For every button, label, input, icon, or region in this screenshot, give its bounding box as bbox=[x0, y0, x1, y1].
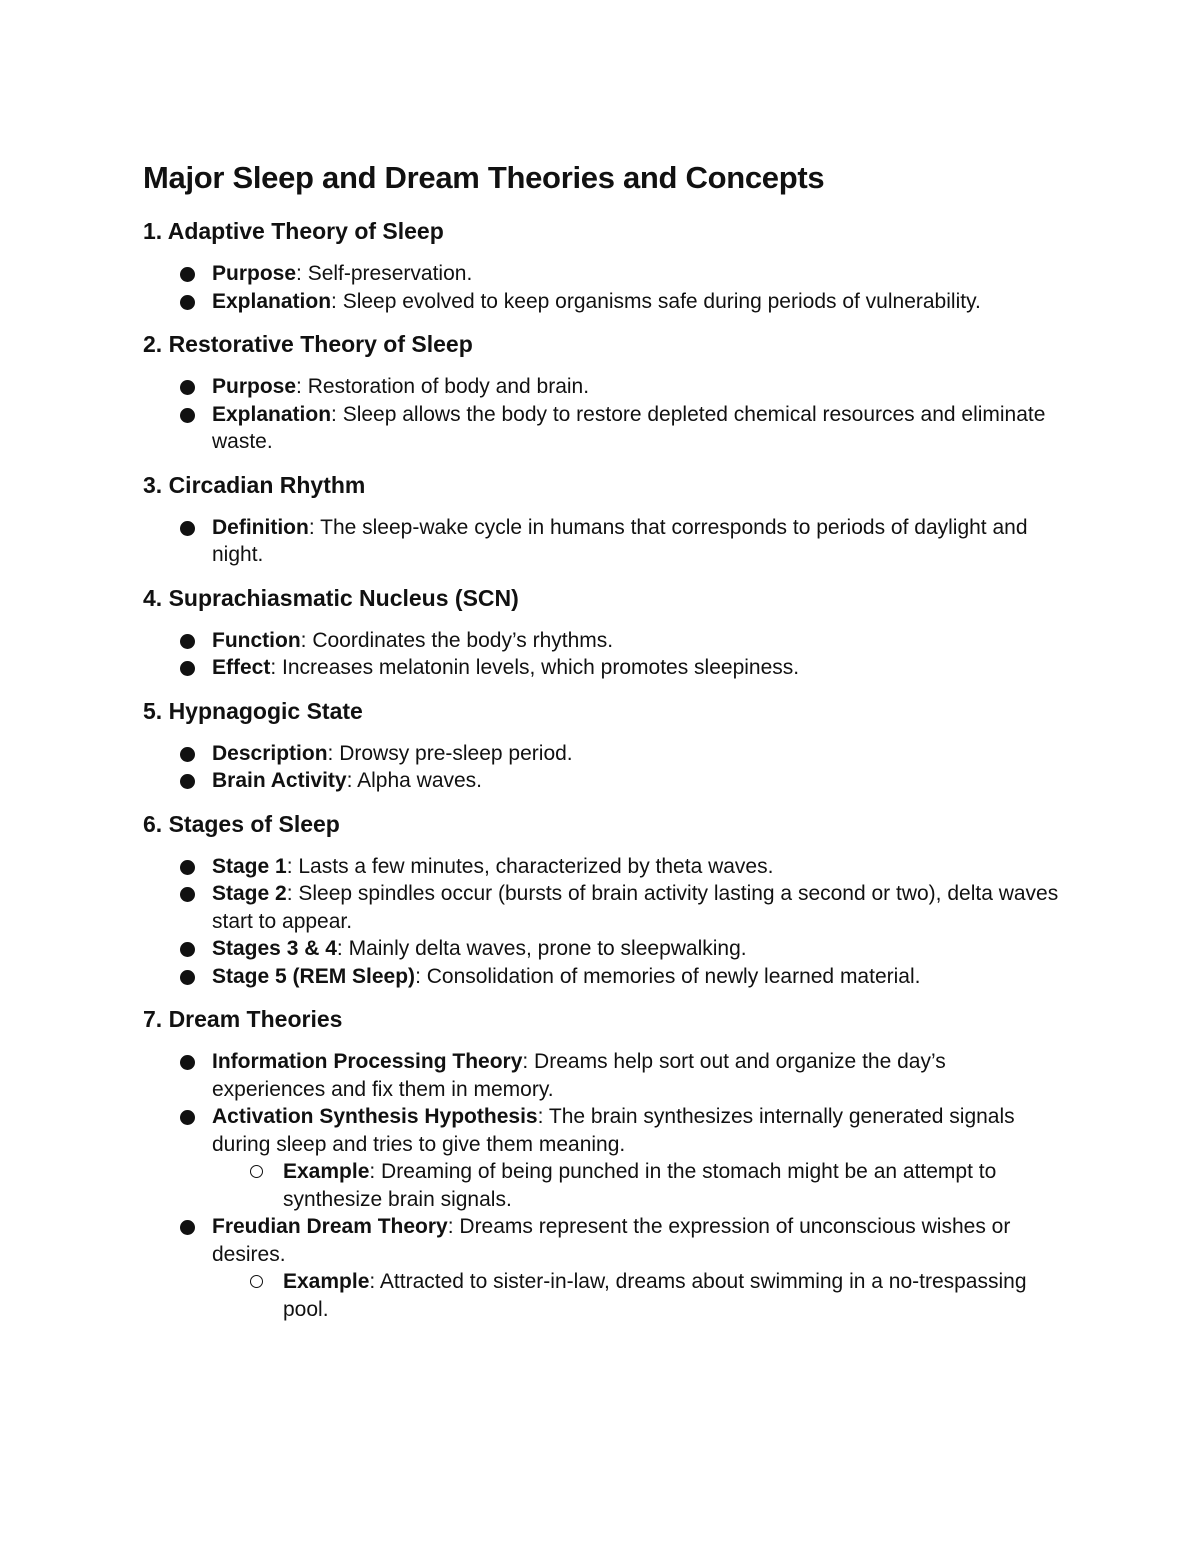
item-term: Definition bbox=[212, 515, 309, 539]
bullet-dot-icon bbox=[180, 942, 195, 957]
item-term: Stage 1 bbox=[212, 854, 287, 878]
item-term: Explanation bbox=[212, 289, 332, 313]
section-heading: 7. Dream Theories bbox=[143, 1006, 343, 1032]
sub-list-item bbox=[212, 1268, 1063, 1323]
item-text: : Dreams represent the expression of unconscious wishes or desires. bbox=[212, 1215, 1011, 1266]
bullet-list bbox=[143, 1048, 1063, 1323]
bullet-list bbox=[143, 740, 1063, 795]
item-text: : Drowsy pre-sleep period. bbox=[327, 741, 573, 765]
list-item bbox=[143, 260, 1063, 288]
section-adaptive-theory bbox=[143, 216, 1063, 315]
bullet-dot-icon bbox=[180, 634, 195, 649]
bullet-dot-icon bbox=[180, 1110, 195, 1125]
list-item bbox=[143, 880, 1063, 935]
list-item bbox=[143, 373, 1063, 401]
bullet-list bbox=[143, 853, 1063, 991]
section-circadian-rhythm bbox=[143, 470, 1063, 569]
item-term: Example bbox=[283, 1160, 370, 1183]
list-item bbox=[143, 1213, 1063, 1323]
list-item bbox=[143, 767, 1063, 795]
bullet-ring-icon bbox=[250, 1165, 263, 1178]
section-heading: 4. Suprachiasmatic Nucleus (SCN) bbox=[143, 584, 519, 611]
sub-bullet-list bbox=[212, 1268, 1063, 1323]
sub-list-item bbox=[212, 1158, 1063, 1213]
item-term: Description bbox=[212, 741, 328, 765]
item-text: : Sleep allows the body to restore depleted chemical resources and eliminate waste. bbox=[212, 402, 1046, 453]
section-dream-theories bbox=[143, 1004, 1063, 1323]
bullet-dot-icon bbox=[180, 774, 195, 789]
bullet-dot-icon bbox=[180, 1220, 195, 1235]
section-hypnagogic-state bbox=[143, 696, 1063, 795]
list-item bbox=[143, 935, 1063, 963]
bullet-dot-icon bbox=[180, 267, 195, 282]
item-term: Freudian Dream Theory bbox=[212, 1215, 448, 1238]
item-text: : The brain synthesizes internally generated signals during sleep and tries to give them meaning. bbox=[212, 1105, 1015, 1156]
item-term: Purpose bbox=[212, 375, 297, 398]
item-text: : Coordinates the body’s rhythms. bbox=[300, 628, 614, 652]
bullet-list bbox=[143, 373, 1063, 456]
item-term: Information Processing Theory bbox=[212, 1050, 523, 1073]
item-text: : Sleep evolved to keep organisms safe during periods of vulnerability. bbox=[331, 289, 981, 313]
bullet-dot-icon bbox=[180, 295, 195, 310]
bullet-dot-icon bbox=[180, 661, 195, 676]
section-heading: 5. Hypnagogic State bbox=[143, 697, 363, 724]
item-text: : Sleep spindles occur (bursts of brain activity lasting a second or two), delta waves start to appear. bbox=[212, 882, 1059, 933]
item-text: : Self-preservation. bbox=[296, 262, 473, 285]
item-text: : Dreams help sort out and organize the day’s experiences and fix them in memory. bbox=[212, 1050, 946, 1101]
item-text: : Mainly delta waves, prone to sleepwalking. bbox=[336, 937, 747, 960]
section-scn bbox=[143, 583, 1063, 682]
bullet-dot-icon bbox=[180, 1055, 195, 1070]
item-term: Stage 2 bbox=[212, 882, 287, 905]
item-text: : Consolidation of memories of newly learned material. bbox=[415, 964, 921, 988]
item-term: Activation Synthesis Hypothesis bbox=[212, 1105, 538, 1128]
bullet-dot-icon bbox=[180, 860, 195, 875]
item-text: : The sleep-wake cycle in humans that corresponds to periods of daylight and night. bbox=[212, 515, 1028, 566]
item-text: : Alpha waves. bbox=[346, 769, 483, 792]
list-item bbox=[143, 1048, 1063, 1103]
document-title: Major Sleep and Dream Theories and Concepts bbox=[143, 160, 825, 195]
list-item bbox=[143, 514, 1063, 569]
item-term: Brain Activity bbox=[212, 769, 347, 792]
bullet-list bbox=[143, 627, 1063, 682]
section-heading: 3. Circadian Rhythm bbox=[143, 471, 366, 498]
list-item bbox=[143, 853, 1063, 881]
bullet-dot-icon bbox=[180, 747, 195, 762]
list-item bbox=[143, 1103, 1063, 1213]
section-heading: 1. Adaptive Theory of Sleep bbox=[143, 218, 444, 244]
item-term: Stage 5 (REM Sleep) bbox=[212, 964, 416, 988]
bullet-list bbox=[143, 260, 1063, 315]
item-text: : Lasts a few minutes, characterized by theta waves. bbox=[286, 854, 774, 878]
bullet-dot-icon bbox=[180, 521, 195, 536]
list-item bbox=[143, 288, 1063, 316]
document-page bbox=[143, 158, 1063, 1337]
bullet-ring-icon bbox=[250, 1275, 263, 1288]
item-term: Stages 3 & 4 bbox=[212, 937, 337, 960]
section-restorative-theory bbox=[143, 329, 1063, 456]
item-term: Purpose bbox=[212, 262, 297, 285]
item-term: Effect bbox=[212, 656, 271, 679]
bullet-dot-icon bbox=[180, 408, 195, 423]
bullet-dot-icon bbox=[180, 970, 195, 985]
list-item bbox=[143, 740, 1063, 768]
sub-bullet-list bbox=[212, 1158, 1063, 1213]
list-item bbox=[143, 963, 1063, 991]
item-text: : Increases melatonin levels, which promotes sleepiness. bbox=[270, 656, 800, 679]
section-heading: 6. Stages of Sleep bbox=[143, 810, 340, 837]
item-text: : Restoration of body and brain. bbox=[296, 375, 590, 398]
bullet-list bbox=[143, 514, 1063, 569]
item-term: Explanation bbox=[212, 402, 332, 426]
list-item bbox=[143, 654, 1063, 682]
list-item bbox=[143, 401, 1063, 456]
item-term: Function bbox=[212, 628, 301, 652]
item-text: : Attracted to sister-in-law, dreams about swimming in a no-trespassing pool. bbox=[283, 1270, 1027, 1321]
section-stages-of-sleep bbox=[143, 809, 1063, 991]
list-item bbox=[143, 627, 1063, 655]
bullet-dot-icon bbox=[180, 380, 195, 395]
bullet-dot-icon bbox=[180, 887, 195, 902]
item-term: Example bbox=[283, 1270, 370, 1293]
section-heading: 2. Restorative Theory of Sleep bbox=[143, 331, 473, 357]
item-text: : Dreaming of being punched in the stomach might be an attempt to synthesize brain signals. bbox=[283, 1160, 997, 1211]
